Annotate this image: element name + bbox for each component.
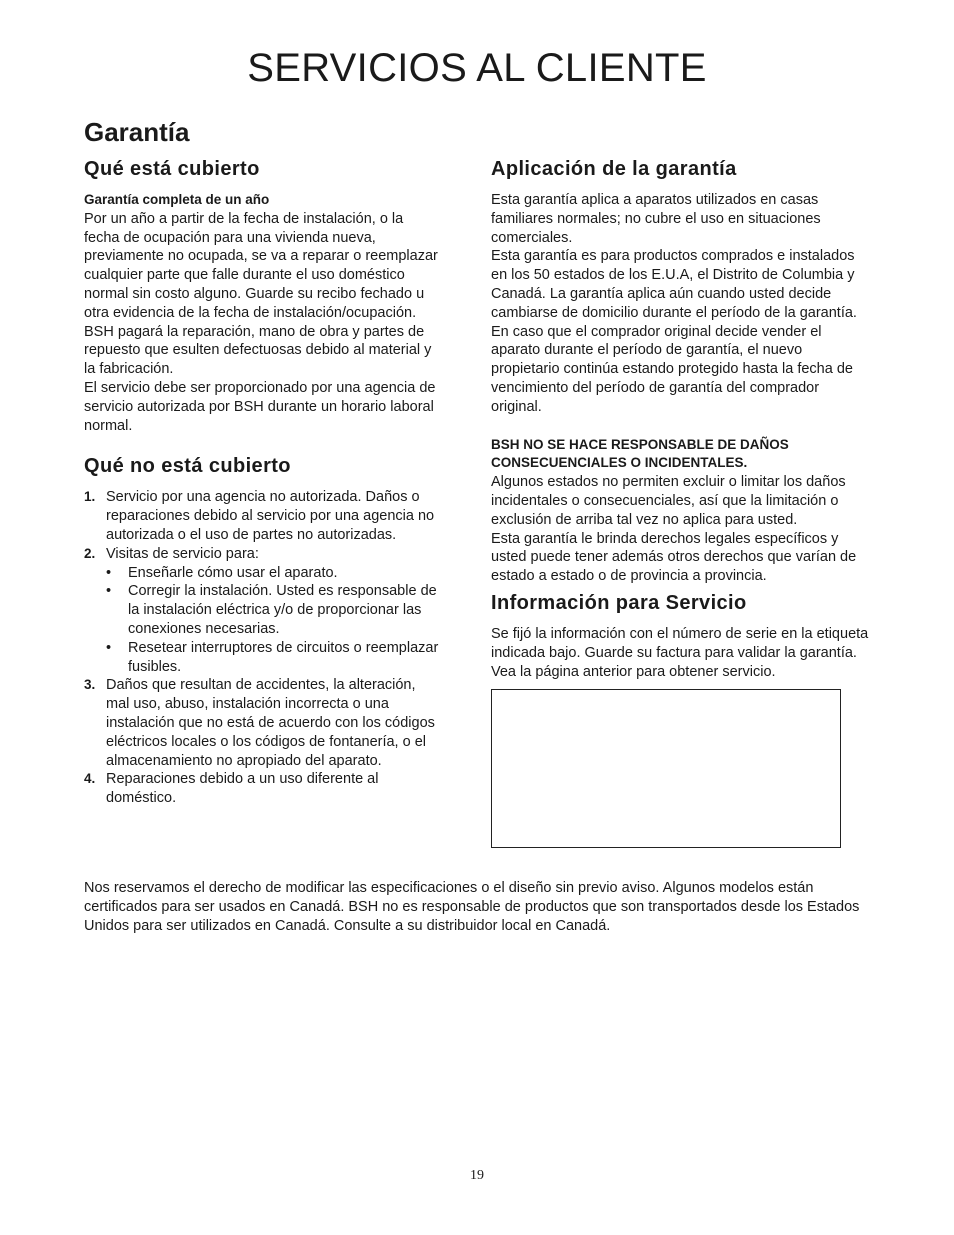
not-covered-heading: Qué no está cubierto <box>84 455 291 478</box>
page-number: 19 <box>470 1168 484 1183</box>
item-text: Reparaciones debido a un uso diferente al doméstico. <box>106 771 379 807</box>
list-item <box>84 676 440 770</box>
left-column <box>84 158 440 808</box>
service-info-heading: Información para Servicio <box>491 591 747 614</box>
item-text: Daños que resultan de accidentes, la alteración, mal uso, abuso, instalación incorrecta o una instalación que no está de acuerdo con los códigos eléctricos locales o los códigos de fontanería, o el almacenamiento no apropiado del aparato. <box>106 677 435 769</box>
service-visit-bullets <box>106 564 440 677</box>
right-column <box>491 158 871 848</box>
item-text: Visitas de servicio para: <box>106 545 259 562</box>
application-heading: Aplicación de la garantía <box>491 158 737 180</box>
service-info-text: Se fijó la información con el número de serie en la etiqueta indicada bajo. Guarde su factura para validar la garantía. Vea la página anterior para obtener servicio. <box>491 625 869 680</box>
covered-paragraph: El servicio debe ser proporcionado por una agencia de servicio autorizada por BSH durante un horario laboral normal. <box>84 379 436 434</box>
covered-subheading: Garantía completa de un año <box>84 192 270 207</box>
list-item <box>84 488 440 544</box>
item-text: Servicio por una agencia no autorizada. Daños o reparaciones debido al servicio por una agencia no autorizada o el uso de partes no autorizadas. <box>106 489 435 543</box>
item-number: 4. <box>84 771 96 787</box>
disclaimer-text: BSH NO SE HACE RESPONSABLE DE DAÑOS CONSECUENCIALES O INCIDENTALES. <box>491 436 789 471</box>
item-number: 3. <box>84 677 96 693</box>
item-number: 1. <box>84 489 96 505</box>
serial-label-box <box>491 689 841 848</box>
application-paragraph: Esta garantía le brinda derechos legales específicos y usted puede tener además otros derechos que varían de estado a estado o de provincia a provincia. <box>491 530 857 585</box>
not-covered-list <box>84 488 440 808</box>
bullet-item: • Resetear interruptores de circuitos o reemplazar fusibles. <box>106 639 440 677</box>
application-paragraph: Esta garantía es para productos comprados e instalados en los 50 estados de los E.U.A, el Distrito de Columbia y Canadá. La garantía aplica aún cuando usted decide cambiarse de domicilio durante el período de la garantía. En caso que el comprador original decide vender el aparato durante el período de garantía, el nuevo propietario continúa estando protegido hasta la fecha de vencimiento del período de garantía del comprador original. <box>491 248 857 415</box>
application-paragraph: Algunos estados no permiten excluir o limitar los daños incidentales o consecuenciales, así que la limitación o exclusión de arriba tal vez no aplica para usted. <box>491 474 846 528</box>
section-title: Garantía <box>84 117 190 147</box>
bullet-item: • Corregir la instalación. Usted es responsable de la instalación eléctrica y/o de proporcionar las conexiones necesarias. <box>106 582 440 638</box>
page-title: SERVICIOS AL CLIENTE <box>247 46 707 90</box>
footer-note: Nos reservamos el derecho de modificar las especificaciones o el diseño sin previo aviso. Algunos modelos están certificados para ser usados en Canadá. BSH no es responsable de productos que son transportados desde los Estados Unidos para ser utilizados en Canadá. Consulte a su distribuidor local en Canadá. <box>84 880 860 934</box>
list-item <box>84 770 440 808</box>
covered-paragraph: Por un año a partir de la fecha de instalación, o la fecha de ocupación para una vivienda nueva, previamente no ocupada, se va a reparar o reemplazar cualquier parte que falle durante el uso doméstico normal sin costo alguno. Guarde su recibo fechado u otra evidencia de la fecha de instalación/ocupación. BSH pagará la reparación, mano de obra y partes de repuesto que esulten defectuosas debido al material y la fabricación. <box>84 210 438 378</box>
application-paragraph: Esta garantía aplica a aparatos utilizados en casas familiares normales; no cubre el uso en situaciones comerciales. <box>491 192 821 246</box>
bullet-item: • Enseñarle cómo usar el aparato. <box>106 564 440 583</box>
item-number: 2. <box>84 545 96 561</box>
covered-heading: Qué está cubierto <box>84 158 260 180</box>
list-item <box>84 545 440 677</box>
